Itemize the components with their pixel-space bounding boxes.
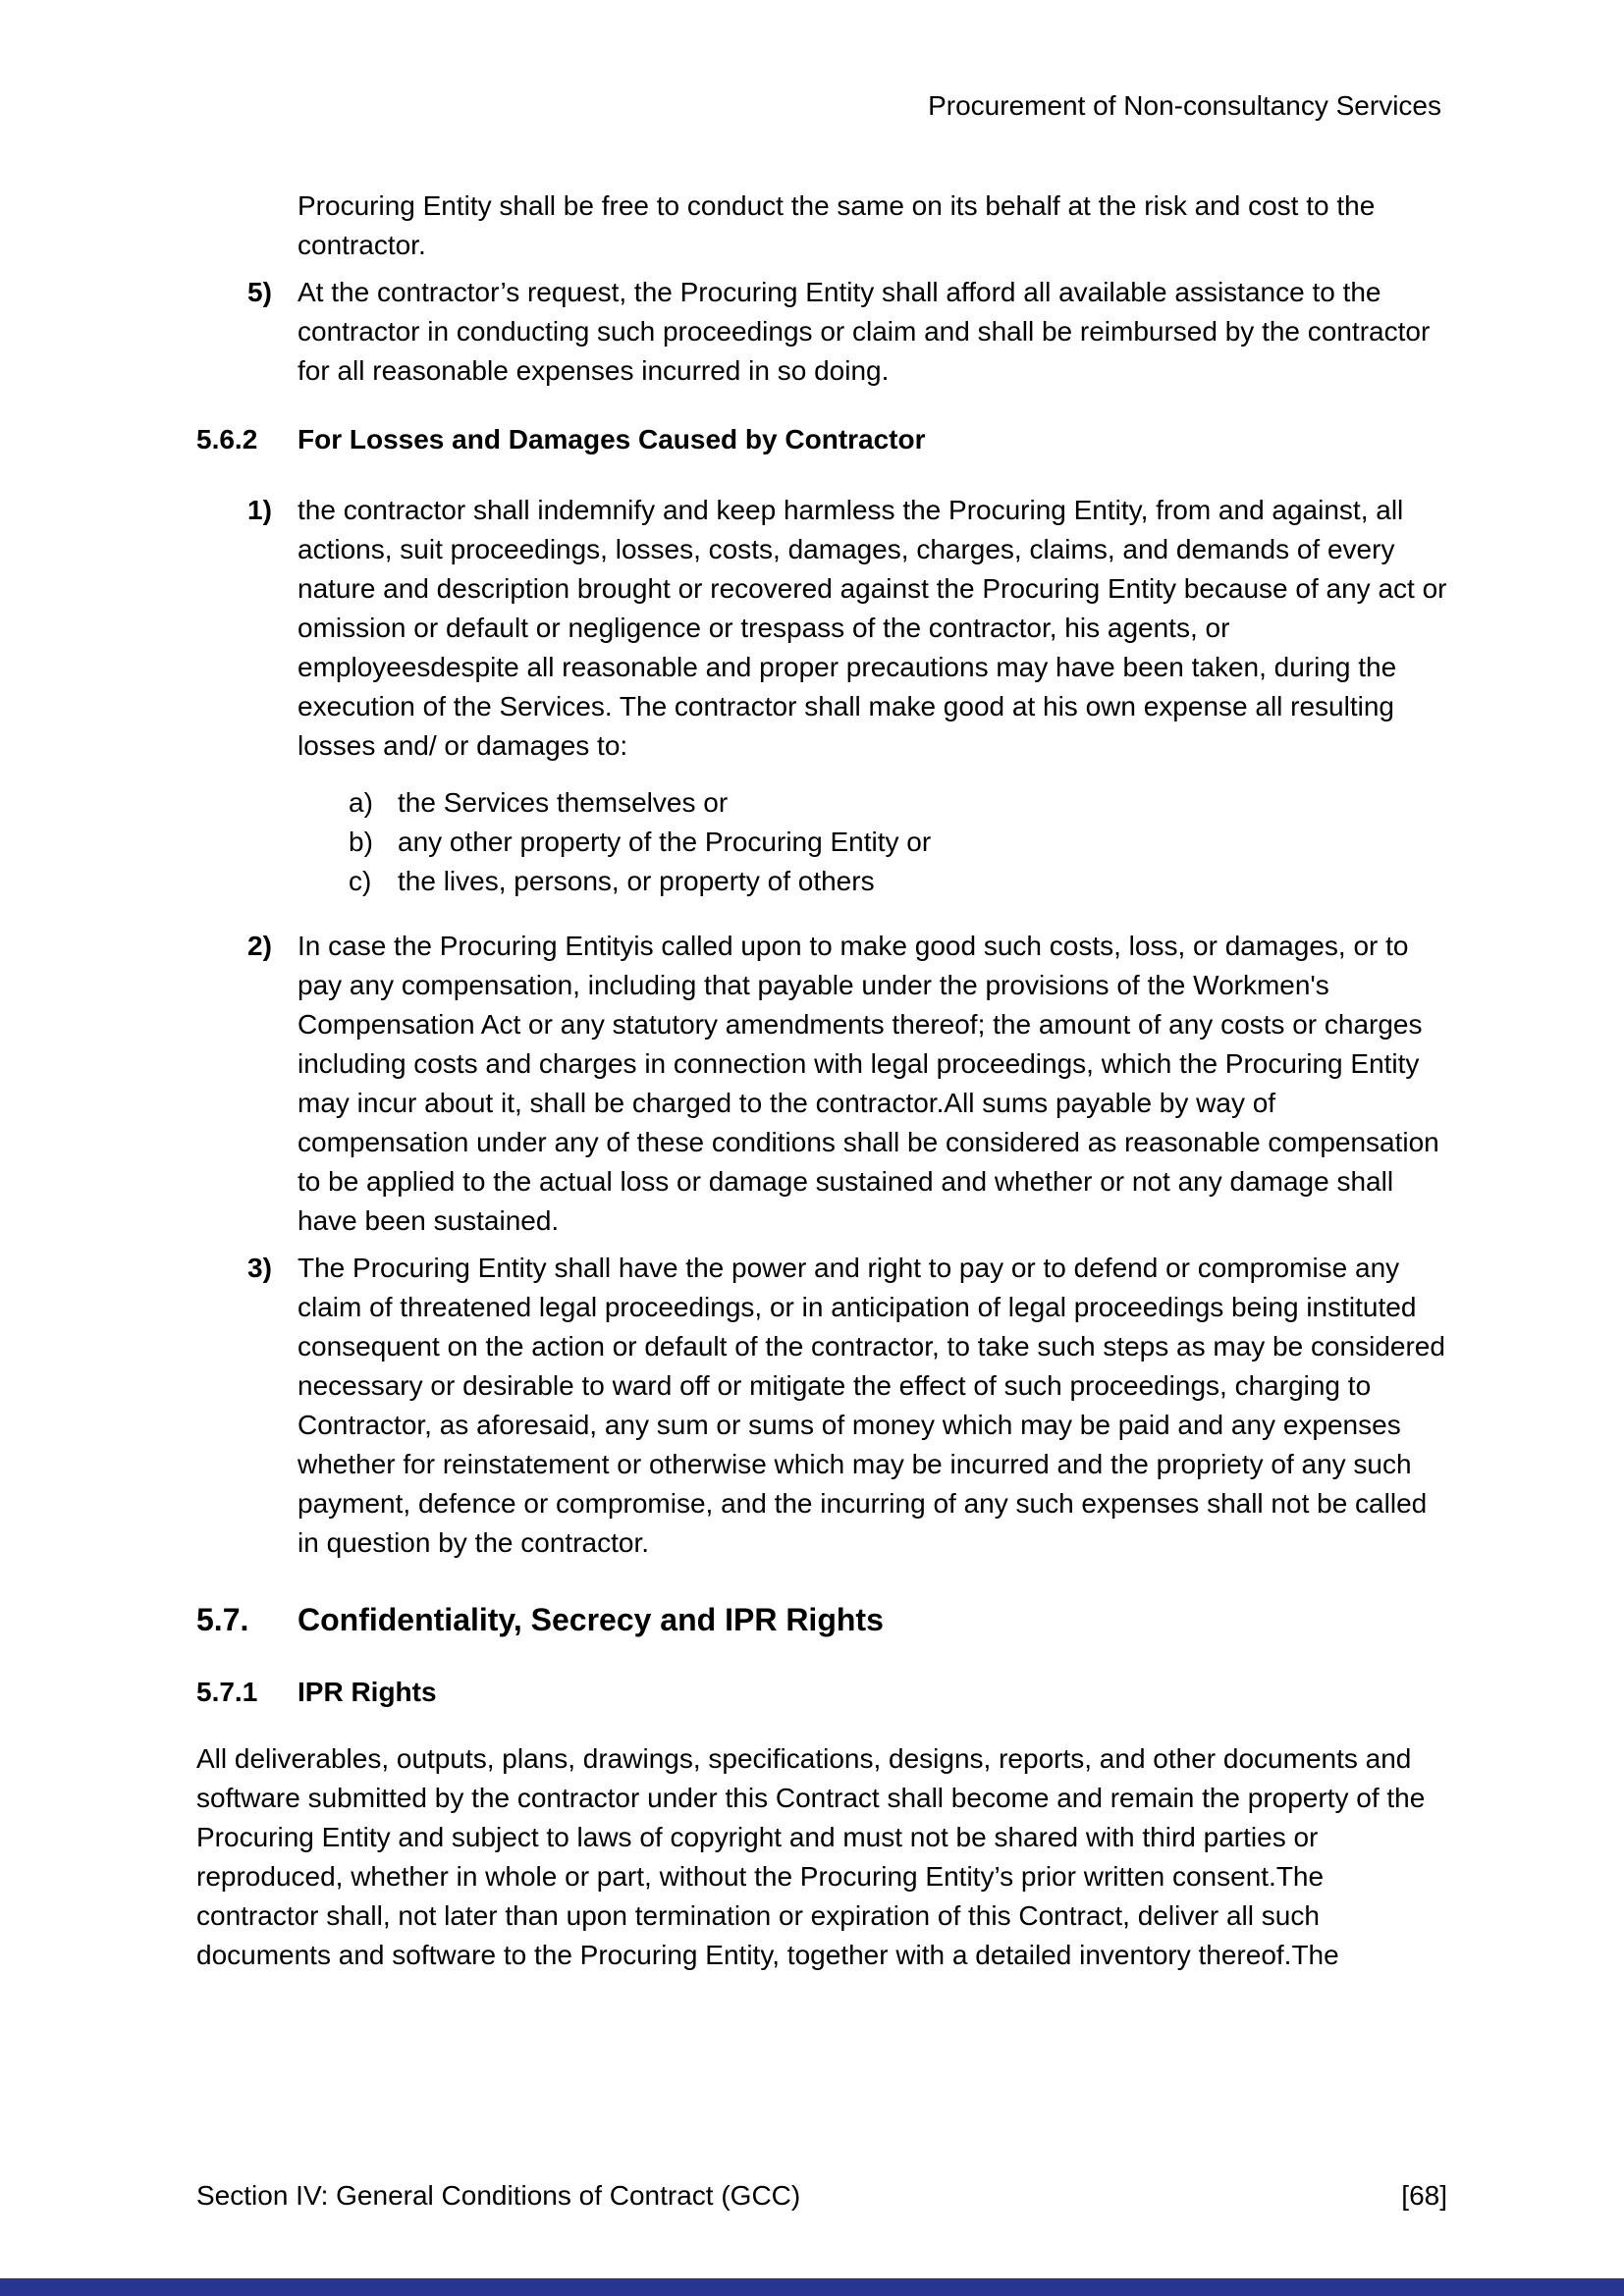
list-item-text: At the contractor’s request, the Procuring Entity shall afford all available assistance to the contractor in conducting such proceedings or claim and shall be reimbursed by the contractor for all reasonable expenses incurred in so doing. <box>298 277 1431 386</box>
numbered-item-3 <box>196 1249 1447 1563</box>
list-marker: 2) <box>247 931 272 961</box>
section-title: For Losses and Damages Caused by Contractor <box>298 424 926 454</box>
section-number: 5.7. <box>196 1602 249 1637</box>
section-heading-5-7 <box>196 1598 1447 1641</box>
list-marker: 3) <box>247 1253 272 1283</box>
list-item-text: the lives, persons, or property of others <box>398 866 875 896</box>
numbered-item-5 <box>196 273 1447 391</box>
numbered-item-2 <box>196 927 1447 1241</box>
list-marker: c) <box>349 866 372 896</box>
footer-section-label: Section IV: General Conditions of Contract (GCC) <box>196 2180 801 2211</box>
section-number: 5.6.2 <box>196 424 258 454</box>
page-footer <box>196 2176 1447 2216</box>
section-number: 5.7.1 <box>196 1677 258 1707</box>
list-item-text: the contractor shall indemnify and keep harmless the Procuring Entity, from and against, all actions, suit proceedings, losses, costs, damages, charges, claims, and demands of every nature and description brought or recovered against the Procuring Entity because of any act or omission or default or negligence or trespass of the contractor, his agents, or employeesdespite all reasonable and proper precautions may have been taken, during the execution of the Services. The contractor shall make good at his own expense all resulting losses and/ or damages to: <box>298 495 1447 761</box>
list-marker: b) <box>349 827 373 857</box>
list-item-text: any other property of the Procuring Entity or <box>398 827 932 857</box>
list-marker: a) <box>349 787 373 818</box>
list-item-text: The Procuring Entity shall have the power and right to pay or to defend or compromise any claim of threatened legal proceedings, or in anticipation of legal proceedings being instituted consequent on the action or default of the contractor, to take such steps as may be considered necessary or desirable to ward off or mitigate the effect of such proceedings, charging to Contractor, as aforesaid, any sum or sums of money which may be paid and any expenses whether for reinstatement or otherwise which may be incurred and the propriety of any such payment, defence or compromise, and the incurring of any such expenses shall not be called in question by the contractor. <box>298 1253 1445 1558</box>
section-heading-5-7-1 <box>196 1673 1447 1712</box>
lettered-item-a <box>196 783 1447 823</box>
page-header <box>196 86 1441 126</box>
page-bottom-bar <box>0 2278 1624 2296</box>
section-heading-5-6-2 <box>196 420 1447 459</box>
list-item-text: the Services themselves or <box>398 787 729 818</box>
lettered-sub-list <box>196 783 1447 901</box>
list-marker: 5) <box>247 277 272 307</box>
section-title: IPR Rights <box>298 1677 437 1707</box>
section-title: Confidentiality, Secrecy and IPR Rights <box>298 1602 884 1637</box>
numbered-item-1 <box>196 491 1447 766</box>
document-content <box>196 187 1447 1975</box>
lettered-item-b <box>196 823 1447 862</box>
list-marker: 1) <box>247 495 272 525</box>
ipr-rights-paragraph: All deliverables, outputs, plans, drawings, specifications, designs, reports, and other documents and software submitted by the contractor under this Contract shall become and remain the property of the Procuring Entity and subject to laws of copyright and must not be shared with third parties or reproduced, whether in whole or part, without the Procuring Entity’s prior written consent.The contractor shall, not later than upon termination or expiration of this Contract, deliver all such documents and software to the Procuring Entity, together with a detailed inventory thereof.The <box>196 1743 1426 1970</box>
list-item-text: In case the Procuring Entityis called upon to make good such costs, loss, or damages, or to pay any compensation, including that payable under the provisions of the Workmen's Compensation Act or any statutory amendments thereof; the amount of any costs or charges including costs and charges in connection with legal proceedings, which the Procuring Entity may incur about it, shall be charged to the contractor.All sums payable by way of compensation under any of these conditions shall be considered as reasonable compensation to be applied to the actual loss or damage sustained and whether or not any damage shall have been sustained. <box>298 931 1439 1236</box>
lettered-item-c <box>196 862 1447 901</box>
continuation-paragraph: Procuring Entity shall be free to conduct the same on its behalf at the risk and cost to the contractor. <box>298 190 1376 260</box>
footer-page-number: [68] <box>1401 2180 1447 2211</box>
header-title: Procurement of Non-consultancy Services <box>928 90 1441 121</box>
